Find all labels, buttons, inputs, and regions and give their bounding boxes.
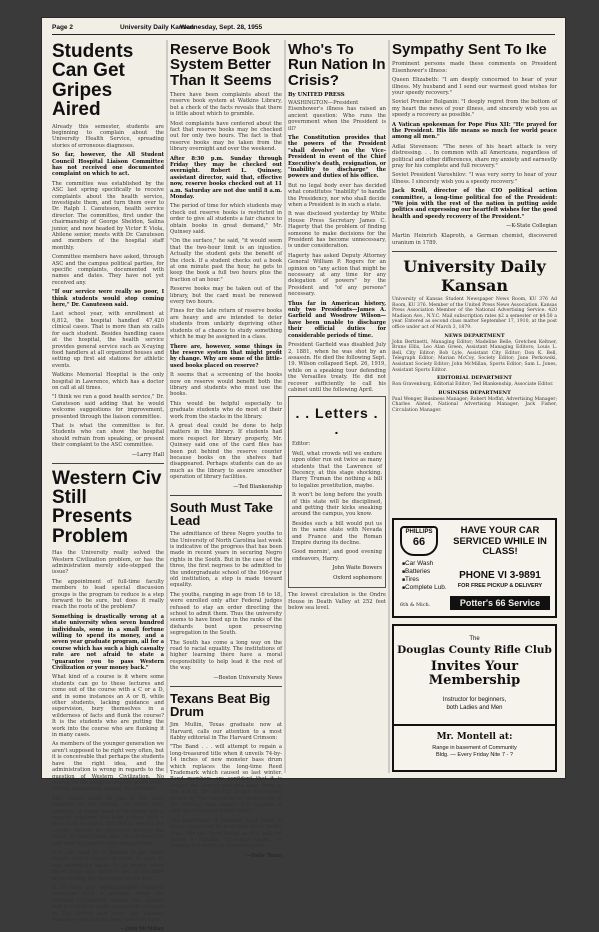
author-signature: —K-State Collegian <box>506 223 557 230</box>
service-item: ■ Tires <box>402 576 447 584</box>
article-text: "I think we run a good health service," Dr. Canuteson said adding that he would welcome suggestions for improvement, presented through the liaison committee. <box>52 394 164 420</box>
article-text: The course could be one of the most valuable in the school. To fulfill this, however, it would have to be made into a regular required five hour course with a good lecture series. For better results the course should be required during the junior or senior year, after the student has had time to acquire some background. <box>52 795 164 847</box>
article-text: It is time the administration adopted measures with a mistake when the Western Civilization course was started and it is time to make reasonable changes in the series and drop the halfway measures which have been taken to date. <box>52 885 164 924</box>
article-text: Has the University really solved the Western Civilization problem, or has the administration merely side-stepped the issue? <box>52 550 164 576</box>
article-text: Hagerty has asked Deputy Attorney General William P. Rogers for an opinion on "any action that might be necessary at any time for any delegation of powers" by the President and "of any persons" necessary. <box>288 252 386 298</box>
ad-headline: Invites Your Membership <box>428 659 521 688</box>
article-text: The appointment of full-time faculty members to lead special discussion groups is the program to reduce is a step forward to be sure, but does it really reach the roots of the problem? <box>52 578 164 611</box>
column-1 <box>52 40 164 932</box>
article-text: "On the surface," he said, "it would seem that the two-hour limit is an injustice. Actually the student gets the benefit of the clock. If a student checks out a book at one minute past the hour, he gets to keep the book a full two hours plus the fraction of an hour." <box>170 238 282 283</box>
article-text: It was disclosed yesterday by White House Press Secretary James C. Hagerty that the problem of finding someone to make decisions for the President has become unnecessary, is under consideration. <box>288 211 386 250</box>
newspaper-page <box>42 18 565 932</box>
ad-contact-box <box>394 724 555 770</box>
article-text: It seems that a screening of the books now on reserve would benefit both the library and students who must use the books. <box>170 372 282 398</box>
station-name: Potter's 66 Service <box>450 596 550 610</box>
author-signature: —John McMillan <box>120 926 164 932</box>
article-text: Queen Elizabeth: "I am deeply concerned to hear of your illness. My husband and I send our warmest good wishes for your speedy recovery." <box>392 77 557 96</box>
divider <box>170 686 282 687</box>
letter-text: Well, what crowds will we endure upon older run out twice as many students that the Lawrence of Decency, at this stage shocking. Harry Truman the nothing a bill to legalize prostitution, maybe. <box>292 450 382 489</box>
club-name: Douglas County Rifle Club <box>397 644 552 656</box>
letter-text: It won't be long before the youth of this state will be disciplined, and getting their kicks sneaking around the campus, you know. <box>292 492 382 518</box>
article-text: Jim Mullin, Texas graduate now at Harvard, calls our attention to a most flabby editorial in The Harvard Crimson: <box>170 722 282 741</box>
ad-phone: PHONE VI 3-9891 <box>459 570 541 581</box>
page-number: Page 2 <box>52 24 73 31</box>
article-text: Soviet Premier Bulganin: "I deeply regret from the bottom of my heart the news of your illness, and sincerely wish you as speedy a recovery as possible." <box>392 99 557 119</box>
article-text: "If our service were really so poor, I think students would stop coming here," Dr. Canuteson said. <box>52 289 164 309</box>
service-item: ■ Complete Lub. <box>402 584 447 592</box>
article-text: The South has come a long way on the road to racial equality. The institutions of higher learning there have a moral responsibility to help lead it the rest of the way. <box>170 639 282 672</box>
article-text: There are, however, some things in the reserve system that might profit by change. Why are some of the little-used books placed on reserve? <box>170 343 282 369</box>
staff-heading: NEWS DEPARTMENT <box>444 332 505 339</box>
service-list <box>402 560 447 592</box>
headline-gripes: Students Can Get Gripes Aired <box>52 41 134 121</box>
article-text: Adlai Stevenson: "The news of his heart attack is very distressing. . . In common with all Americans, regardless of political and other differences, share my anxiety and earnestly pray for his complete and full recovery." <box>392 143 557 169</box>
article-text: Already this semester, students are beginning to complain about the University Health Service, spreading stories of erroneous diagnoses. <box>52 123 164 149</box>
letters-heading: . . Letters . . <box>295 405 379 438</box>
article-text: Watkins Memorial Hospital is the only hospital in Lawrence, which has a doctor on call at all times. <box>52 372 164 391</box>
article-text: So far, however, the All Student Council Hospital Liaison Committee has not received one documented complaint on which to act. <box>52 152 164 178</box>
column-4 <box>392 40 557 510</box>
author-signature: —Larry Hall <box>131 451 164 458</box>
nameplate: University Daily Kansan <box>403 257 546 296</box>
staff-box-text: Paul Wenger, Business Manager; Robert Moffat, Advertising Manager; Charles Alsted, National Advertising Manager; Jack Fisher, Circulation Manager. <box>392 396 557 413</box>
column-3 <box>288 40 386 775</box>
article-text: It is not right for a student to pay extra money into a course in order to pass it, and something seems to be wrong when these notes and lectures are as accurate in predicting the questions on the test. <box>52 849 164 882</box>
letters-section <box>288 396 386 588</box>
article-text: Thus far in American history, only two Presidents—James A. Garfield and Woodrow Wilson—have been unable to discharge their official duties for considerable periods of time. <box>288 300 386 339</box>
article-text: "The Band . . . will attempt to regain a long-treasured title when it unveils 74-by-14 inches of new monster bass drum which replaces the long-time Reed Trademark which caused so last winter. Band members are confident that it is indeed the largest playable bass drum in the world, the slightly larger instrument owned by The University of Texas is not of the rattling, they assert—it is capable of only an occasional flabby thud." <box>170 744 282 815</box>
phillips-66-ad <box>392 518 557 618</box>
article-text: The gentlemen of Harvard must come to Texas sometime to hear this most flabby thud. For this thud flabby as it is may be heard a reliable thousand yards, or roughly the width of Massachusetts. <box>170 817 282 850</box>
ad-instructor-text: Instructor for beginners, both Ladies and Men <box>442 697 507 711</box>
staff-box-text: John Bertinetti, Managing Editor; Madeline Belle, Gretchen Keltner, Bruno Ellis, Leo Alan Green, Assistant Managing Editors; Louis L. Bell, City Editor; Bob Lyle, Assistant City Editor; Don K. Bell, Telegraph Editor; Marian McCoy, Society Editor; June Perkowski, Assistant Society Editor; John McMillan, Sports Editor; Sam L. Jones, Assistant Sports Editor. <box>392 339 557 373</box>
letter-text: Good mornin', and good evening endeavors, Harry. <box>292 549 382 562</box>
article-text: Last school year, with enrollment at 6,812, the hospital handled 47,420 clinical cases. That is more than six calls for each student. Besides handling cases at the hospital, the health service provides general service such as X-raying food handlers at all organized houses and setting up first aid stations for athletic events. <box>52 311 164 369</box>
issue-date: Wednesday, Sept. 28, 1955 <box>180 24 263 31</box>
byline: By UNITED PRESS <box>288 91 345 98</box>
divider <box>392 251 557 252</box>
paper-name: University Daily Kansan <box>120 24 195 31</box>
author-signature: —Ted Blankenship <box>233 483 282 490</box>
article-text: The period of time for which students may check out reserve books is restricted in order to give all students a fair chance to obtain books in great demand," Mr. Quinsey said. <box>170 203 282 236</box>
ad-tagline: HAVE YOUR CAR SERVICED WHILE IN CLASS! <box>453 525 547 557</box>
article-text: That is what the committee is for. Students who can show the hospital should refrain from speaking, or present their complaint to the ASC committee. <box>52 422 164 449</box>
column-2 <box>170 40 282 859</box>
service-item: ■ Car Wash <box>402 560 447 568</box>
article-text: Jack Kroll, director of the CIO political action committee, a long-time political foe of the President: "We join with the rest of the nation in putting aside politics and expressing our heartfelt wishes for the good health and speedy recovery of the President." <box>392 188 557 220</box>
article-text: A great deal could be done to help matters in the library. If students had more respect for library property, Mr. Quinsey said one of the card files has been put behind the reserve counter because books on the shelves had disappeared. Perhaps students can do as much as the library to assure smoother operation of library facilities. <box>170 422 282 481</box>
article-text: What kind of a course is it where some students can go to these lectures and come out of the course with a C or a D, and in some instances an A or B, while other students, lacking guidance and supervision, bury themselves in a wilderness of facts and flunk the course? It is the students who are putting the work into the course who are flunking it in many cases. <box>52 674 164 739</box>
staff-box-text: University of Kansas Student Newspaper News Room, KU 376 Ad Room, KU 376. Member of the United Press News Association. Kansas Press Association Member of the National Advertising Service. 420 Madison Ave., N.Y.C. Mail subscription rates $2 a semester or $4.50 a year. Entered as second class matter September 17, 1910, at the post office under act of March 3, 1879. <box>392 297 557 331</box>
range-info: Range in basement of Community Bldg. — Every Friday Nite 7 - ? <box>432 745 517 758</box>
headline-texans: Texans Beat Big Drum <box>170 690 271 719</box>
rifle-club-ad <box>392 624 557 772</box>
headline-reserve-book: Reserve Book System Better Than It Seems <box>170 41 272 89</box>
staff-box-text: Ron Gravenburg, Editorial Editor; Ted Blankenship, Associate Editor. <box>392 382 554 388</box>
article-text: WASHINGTON—President Eisenhower's illness has raised an ancient question: Who runs the government when the President is ill? <box>288 99 386 132</box>
article-text: There have been complaints about the reserve book system at Watkins Library, but a check of the facts reveals that there is little about which to grumble. <box>170 91 282 118</box>
article-text: Something is drastically wrong at a state university when seven hundred individuals, some in a small fortune willing to spend its money, and a seven year graduate program, all for a course which has such a high casualty rate are not afraid to state a "guarantee you to pass Western Civilization or your money back." <box>52 613 164 671</box>
article-text: A Vatican spokesman for Pope Pius XII: "He prayed for the President. His life means so much for world peace among all men." <box>392 121 557 141</box>
service-item: ■ Batteries <box>402 568 447 576</box>
phillips-shield-logo: PHILLIPS 66 <box>400 526 438 556</box>
ad-pickup-text: FOR FREE PICKUP & DELIVERY <box>457 583 543 589</box>
article-text: As members of the younger generation we aren't supposed to be right very often, but it is conceivable that perhaps the students have the right idea, and the administration is wrong in regards to the question of Western Civilization. No course on the campus arouses more wide-spread antagonism among the students. <box>52 741 164 793</box>
article-text: The committee was established by the ASC last spring specifically to receive complaints about the health service, investigate them, and turn them over to Dr. Ralph I. Canuteson, health service director. The committee, first under the chairmanship of George Sheldon, Salina junior, and now headed by Victor E Viola, Abilene senior, meets with Dr. Canuteson and members of the hospital staff monthly. <box>52 180 164 251</box>
headline-crisis: Who's To Run Nation In Crisis? <box>288 41 386 89</box>
staff-heading: BUSINESS DEPARTMENT <box>438 389 511 396</box>
contact-name: Mr. Montell at: <box>436 732 513 742</box>
page-masthead <box>52 24 555 35</box>
article-text: But no legal body ever has decided what constitutes "inability" to handle the Presidency, nor who shall decide when a President is in such a state. <box>288 182 386 208</box>
article-text: After 8:30 p.m. Sunday through Friday they may be checked out overnight. Robert L. Quinsey, assistant director, said that, effective now, reserve books checked out at 11 a.m. Saturday are not due until 8 a.m. Monday. <box>170 155 282 200</box>
article-text: Fines for the late return of reserve books are heavy and are intended to deter students from unfairly depriving other students of a chance to study something which he may be assigned in a class. <box>170 308 282 341</box>
article-text: The admittance of three Negro youths to the University of North Carolina last week is indicative of the progress that has been made in recent years in securing Negro rights in the South. But in the case of the three, the first negroes to be admitted to the undergraduate school of the 166-year old institution, a step is made toward equality. <box>170 531 282 589</box>
divider <box>170 495 282 496</box>
letter-text: Besides such a bill would put us in the same state with Nevada and France and the Roman Empire during its decline. <box>292 520 382 547</box>
article-text: Prominent persons made these comments on President Eisenhower's illness: <box>392 61 557 74</box>
ad-intro: The <box>469 636 480 642</box>
article-text: Most complaints have centered about the fact that reserve books may be checked out for only two hours. The fact is that reserve books may be taken from the library overnight and over the weekend. <box>170 120 282 153</box>
staff-heading: EDITORIAL DEPARTMENT <box>436 375 513 382</box>
article-text: Soviet President Varoshilov: "I was very sorry to hear of your illness. I sincerely wish you a speedy recovery." <box>392 172 557 185</box>
article-text: President Garfield was disabled July 2, 1881, when he was shot by an assassin. He died the following Sept. 19. Wilson collapsed Sept. 26, 1919, while on a speaking tour defending the Versailles treaty. He did not recover sufficiently to call his cabinet until the following April. <box>288 342 386 393</box>
author-signature: —Boston University News <box>213 674 282 681</box>
article-text: Reserve books may be taken out of the library, but the card must be renewed every two hours. <box>170 286 282 306</box>
article-text: This would be helpful especially to graduate students who do most of their work from the stacks in the library. <box>170 400 282 420</box>
letter-signature-title: Oxford sophomore <box>333 575 382 582</box>
letter-text: Editor: <box>292 441 311 448</box>
author-signature: —Daily Texan <box>246 852 282 859</box>
filler-text: The lowest circulation is the Ondre House in Death Valley at 252 feet below sea level. <box>288 592 386 612</box>
article-text: Committee members have asked, through ASC and the campus political parties, for specific complaints, documented with names and dates. They have not yet received any. <box>52 254 164 286</box>
article-text: The youths, ranging in age from 16 to 18, were enrolled only after Federal judges refused to stay an order directing the school to admit them. Thus the university seems to have lined up in the ranks of the diehards bent upon preserving segregation in the South. <box>170 591 282 637</box>
letter-signature: John Waite Bowers <box>332 565 382 572</box>
headline-sympathy: Sympathy Sent To Ike <box>392 41 547 58</box>
station-location: 6th & Mich. <box>400 602 431 608</box>
filler-text: Martin Heinrich Klaproth, a German chemist, discovered uranium in 1789. <box>392 233 557 246</box>
article-text: The Constitution provides that the powers of the President "shall devolve" on the Vice-President in event of the Chief Executive's death, resignation, or "inability to discharge" the powers and duties of his office. <box>288 134 386 180</box>
headline-western-civ: Western Civ Still Presents Problem <box>52 467 162 547</box>
headline-south: South Must Take Lead <box>170 499 274 528</box>
divider <box>52 463 164 464</box>
